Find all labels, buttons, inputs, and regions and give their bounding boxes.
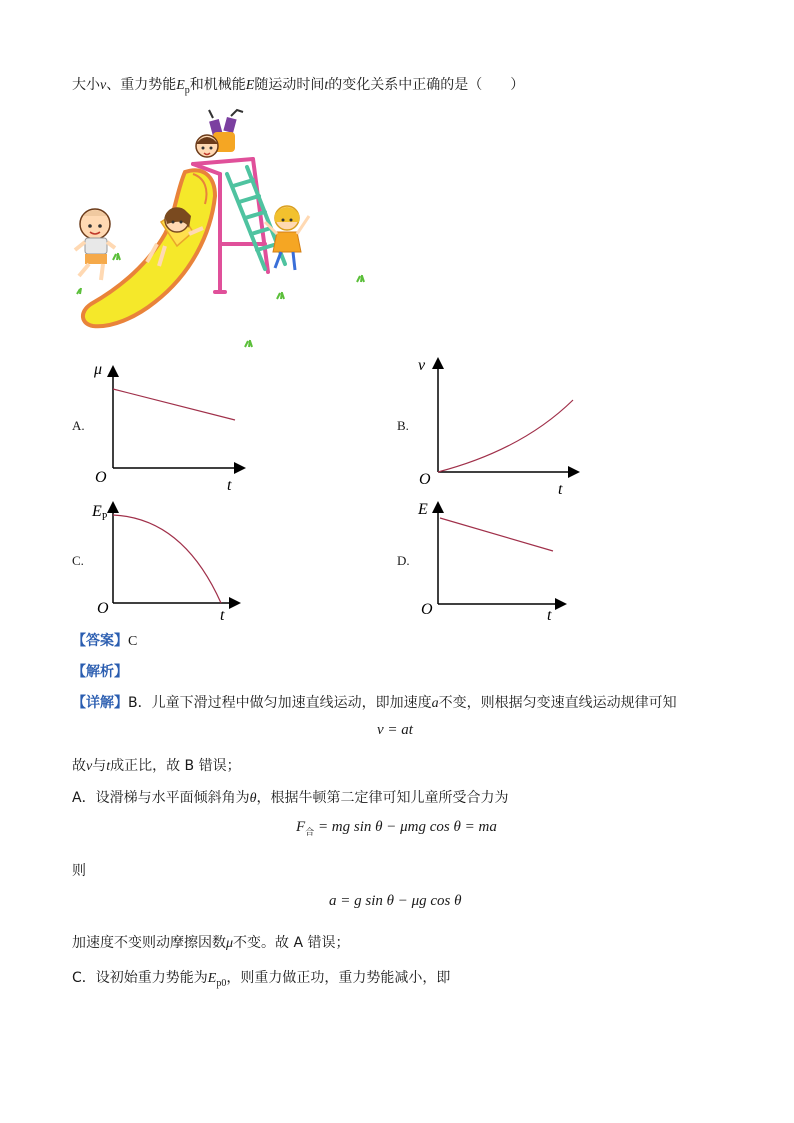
graph-c-y-label: $E_P$: [92, 503, 108, 523]
analysis-label: 【解析】: [72, 664, 128, 680]
graph-a-curve: [113, 389, 235, 420]
child-running: [75, 209, 115, 280]
var-v: v: [100, 78, 107, 93]
var-F-sub: 合: [305, 828, 315, 838]
detail-text: 成正比，故 B 错误；: [110, 758, 241, 774]
detail-line-3: [72, 787, 508, 807]
var-Ep0: E: [207, 971, 217, 986]
graph-a-y-label: μ: [94, 361, 103, 378]
graph-d-y-label: E: [418, 501, 428, 518]
graph-d-x-label: t: [547, 607, 552, 624]
graph-b-origin: O: [419, 471, 431, 488]
graph-a: [88, 358, 258, 493]
question-line: [72, 74, 524, 96]
var-mu: μ: [226, 936, 234, 951]
detail-text: A．设滑梯与水平面倾斜角为: [72, 790, 250, 806]
var-E: E: [245, 78, 255, 93]
graph-c: [88, 496, 258, 624]
detail-line-2: [72, 755, 241, 775]
detail-line-4: 则: [72, 863, 86, 879]
option-c-label: C.: [72, 553, 84, 568]
question-text: 大小: [72, 77, 100, 93]
option-a-label: A.: [72, 418, 85, 433]
question-text: 、重力势能: [106, 77, 177, 93]
detail-text: B．儿童下滑过程中做匀加速直线运动，即加速度: [128, 695, 432, 711]
answer-line: [72, 630, 137, 650]
var-F: F: [296, 819, 306, 835]
child-standing: [265, 206, 309, 270]
var-t: t: [324, 78, 329, 93]
detail-text: 与: [92, 758, 107, 774]
var-a: a: [431, 696, 439, 711]
var-Ep0-sub: p0: [216, 977, 227, 989]
graph-b: [412, 350, 587, 498]
graph-a-origin: O: [95, 469, 107, 486]
option-b-label: B.: [397, 418, 409, 433]
question-text: 随运动时间: [254, 77, 325, 93]
detail-line-1: [72, 692, 677, 712]
graph-a-x-label: t: [227, 477, 232, 493]
question-text: 的变化关系中正确的是（ ）: [328, 77, 525, 93]
detail-text: ，则重力做正功，重力势能减小，即: [226, 970, 451, 986]
formula-rest: = mg sin θ − μmg cos θ = ma: [314, 819, 497, 835]
detail-text: 加速度不变则动摩擦因数: [72, 935, 226, 951]
formula-net-force: [296, 819, 497, 838]
formula-v-at: v = at: [377, 722, 413, 738]
detail-text: C．设初始重力势能为: [72, 970, 208, 986]
graph-b-curve: [438, 400, 573, 472]
graph-c-x-label: t: [220, 607, 225, 624]
detail-text: ，根据牛顿第二定律可知儿童所受合力为: [256, 790, 509, 806]
graph-d: [412, 496, 582, 624]
detail-line-6: [72, 967, 450, 989]
var-Ep-sub: p: [184, 84, 190, 96]
graph-c-curve: [113, 515, 221, 603]
formula-acceleration: a = g sin θ − μg cos θ: [329, 893, 462, 909]
detail-text: 不变，则根据匀变速直线运动规律可知: [438, 695, 677, 711]
question-text: 和机械能: [189, 77, 246, 93]
var-theta: θ: [249, 791, 257, 806]
var-v: v: [86, 759, 93, 774]
detail-text: 故: [72, 758, 86, 774]
graph-d-origin: O: [421, 601, 433, 618]
graph-b-x-label: t: [558, 481, 563, 498]
answer-label: 【答案】: [72, 633, 128, 649]
detail-line-5: [72, 932, 350, 952]
detail-text: 不变。故 A 错误；: [233, 935, 350, 951]
option-d-label: D.: [397, 553, 410, 568]
child-top: [196, 110, 243, 157]
var-Ep: E: [176, 78, 185, 93]
graph-d-curve: [440, 518, 553, 551]
answer-value: C: [128, 634, 138, 649]
var-t: t: [106, 759, 111, 774]
graph-b-y-label: v: [418, 357, 426, 374]
graph-c-origin: O: [97, 600, 109, 617]
detail-label: 【详解】: [72, 695, 128, 711]
slide-illustration: [65, 104, 385, 349]
